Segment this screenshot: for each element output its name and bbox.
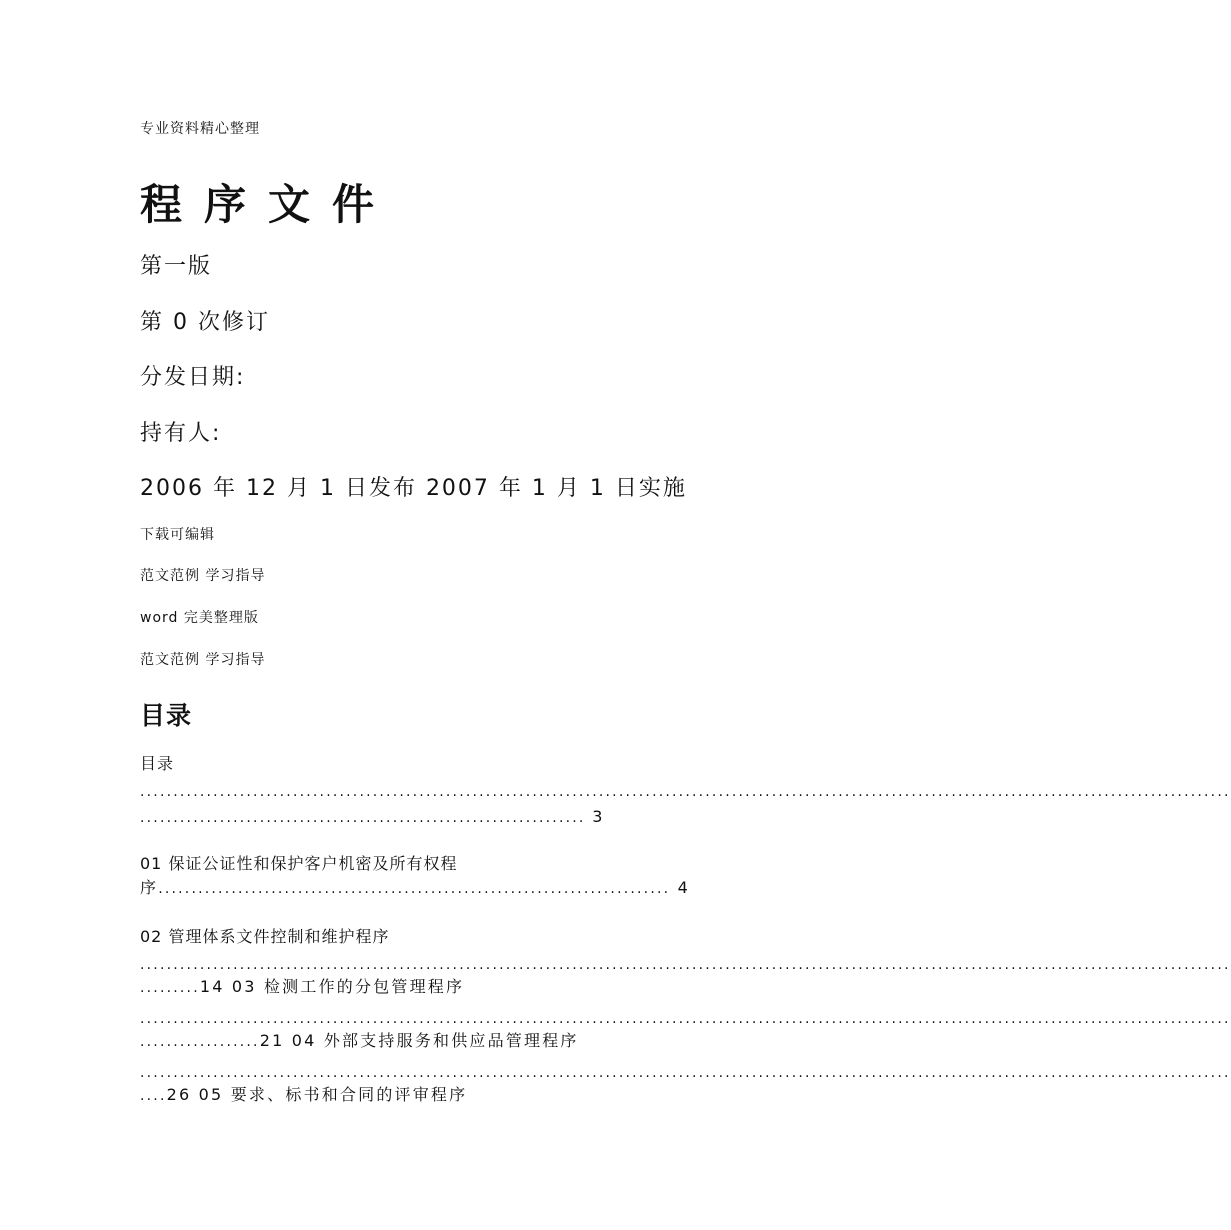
toc-entry-title-continued: 序: [140, 878, 159, 897]
revision-line: 第 0 次修订: [140, 310, 270, 335]
toc-entry-page: 3: [592, 807, 604, 826]
toc-leader-dots-with-page: ................................................................... 3: [140, 807, 604, 826]
distribution-date-line: 分发日期:: [140, 365, 246, 390]
issue-dates-line: 2006 年 12 月 1 日发布 2007 年 1 月 1 日实施: [140, 476, 687, 501]
sample-note-1: 范文范例 学习指导: [140, 568, 266, 584]
document-title: 程序文件: [140, 180, 397, 229]
toc-entry-page: 14: [199, 977, 225, 996]
download-note: 下载可编辑: [140, 527, 215, 543]
toc-leader-dots: ....................................................................................................................................................................: [140, 957, 1231, 973]
toc-entry-line: .........14 03 检测工作的分包管理程序: [140, 977, 465, 996]
toc-entry-title: 01 保证公证性和保护客户机密及所有权程: [140, 854, 458, 873]
toc-entry-title: 02 管理体系文件控制和维护程序: [140, 927, 390, 946]
toc-leader-dots: ....................................................................................................................................................................: [140, 784, 1231, 800]
toc-heading: 目录: [140, 701, 193, 730]
toc-entry-line: ....26 05 要求、标书和合同的评审程序: [140, 1085, 468, 1104]
toc-entry-title: 03 检测工作的分包管理程序: [231, 977, 465, 996]
toc-entry-page: 26: [166, 1085, 192, 1104]
toc-entry-page: 21: [259, 1031, 285, 1050]
toc-entry-title: 04 外部支持服务和供应品管理程序: [291, 1031, 579, 1050]
holder-line: 持有人:: [140, 421, 222, 446]
toc-leader-dots: ....................................................................................................................................................................: [140, 1065, 1231, 1081]
toc-entry-title: 目录: [140, 754, 175, 773]
toc-leader-dots: ....................................................................................................................................................................: [140, 1011, 1231, 1027]
toc-entry-line: ..................21 04 外部支持服务和供应品管理程序: [140, 1031, 579, 1050]
word-note: word 完美整理版: [140, 610, 259, 626]
toc-entry-title: 05 要求、标书和合同的评审程序: [198, 1085, 468, 1104]
edition-line: 第一版: [140, 254, 213, 279]
header-note: 专业资料精心整理: [140, 121, 260, 137]
toc-entry-page: 4: [677, 878, 690, 897]
sample-note-2: 范文范例 学习指导: [140, 652, 266, 668]
toc-entry-line: 序............................................................................. 4: [140, 878, 690, 897]
